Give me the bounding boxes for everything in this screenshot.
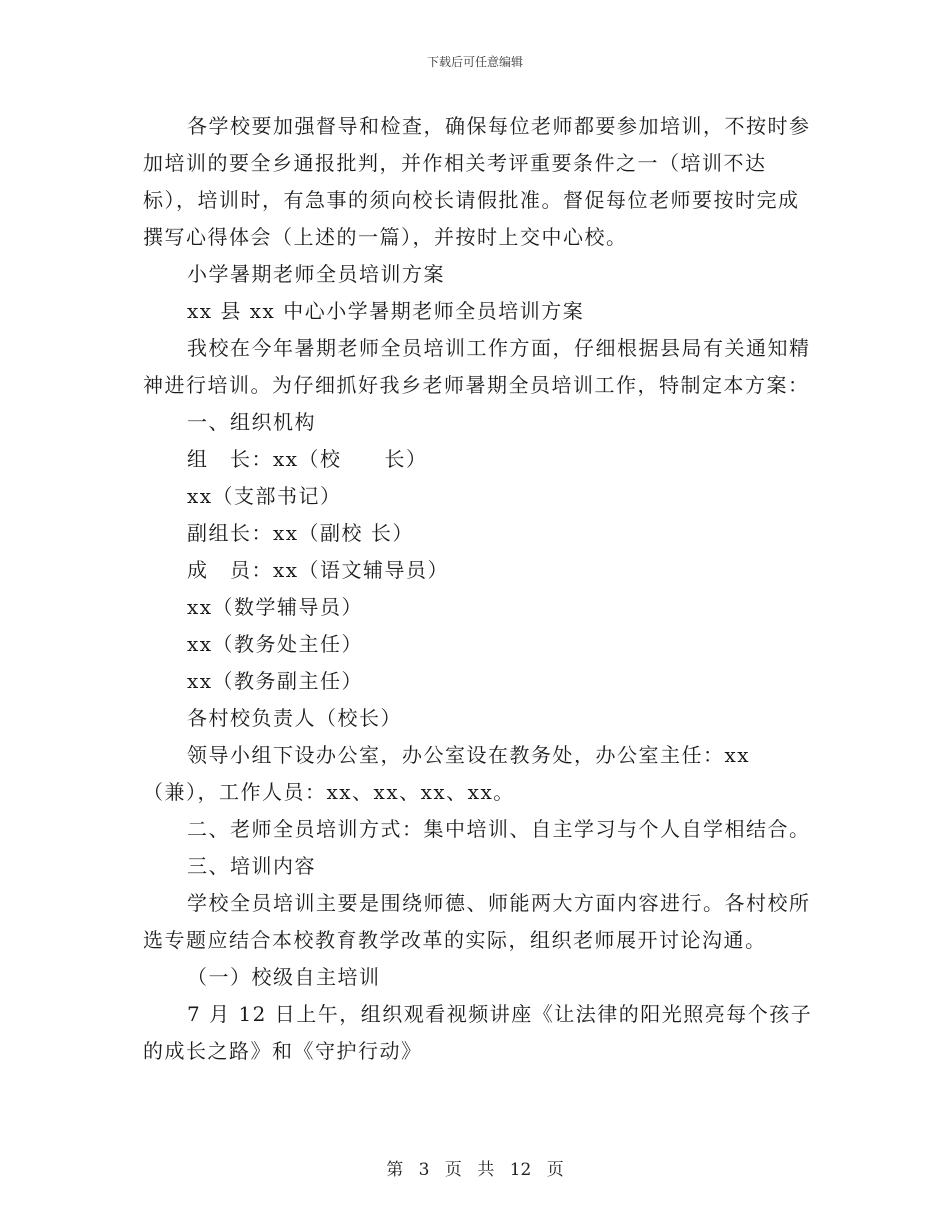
paragraph: 组 长：xx（校 长） [187, 447, 428, 471]
page-footer: 第 3 页 共 12 页 [386, 1160, 564, 1180]
paragraph: 各村校负责人（校长） [187, 706, 402, 730]
paragraph: 成 员：xx（语文辅导员） [187, 558, 450, 582]
paragraph: xx（支部书记） [187, 484, 342, 508]
paragraph: xx（教务副主任） [187, 669, 364, 693]
page-header: 下载后可任意编辑 [426, 55, 523, 69]
paragraph: 副组长：xx（副校 长） [187, 521, 414, 545]
section-heading: 一、组织机构 [187, 410, 316, 434]
paragraph: xx 县 xx 中心小学暑期老师全员培训方案 [187, 299, 585, 323]
paragraph: 领导小组下设办公室，办公室设在教务处，办公室主任：xx（兼），工作人员：xx、xx、xx、xx。 [143, 743, 751, 804]
section-heading: 二、老师全员培训方式：集中培训、自主学习与个人自学相结合。 [187, 817, 811, 841]
paragraph: 小学暑期老师全员培训方案 [187, 262, 445, 286]
paragraph: 我校在今年暑期老师全员培训工作方面，仔细根据县局有关通知精神进行培训。为仔细抓好我乡老师暑期全员培训工作，特制定本方案： [143, 336, 811, 397]
paragraph: 7 月 12 日上午，组织观看视频讲座《让法律的阳光照亮每个孩子的成长之路》和《守护行动》 [143, 1002, 813, 1063]
paragraph: xx（数学辅导员） [187, 595, 364, 619]
paragraph: 各学校要加强督导和检查，确保每位老师都要参加培训，不按时参加培训的要全乡通报批判，并作相关考评重要条件之一（培训不达标），培训时，有急事的须向校长请假批准。督促每位老师要按时完成撰写心得体会（上述的一篇），并按时上交中心校。 [143, 114, 811, 249]
document-body [143, 108, 813, 1070]
paragraph: xx（教务处主任） [187, 632, 364, 656]
paragraph: 学校全员培训主要是围绕师德、师能两大方面内容进行。各村校所选专题应结合本校教育教学改革的实际，组织老师展开讨论沟通。 [143, 891, 811, 952]
subsection-heading: （一）校级自主培训 [187, 965, 381, 989]
section-heading: 三、培训内容 [187, 854, 316, 878]
